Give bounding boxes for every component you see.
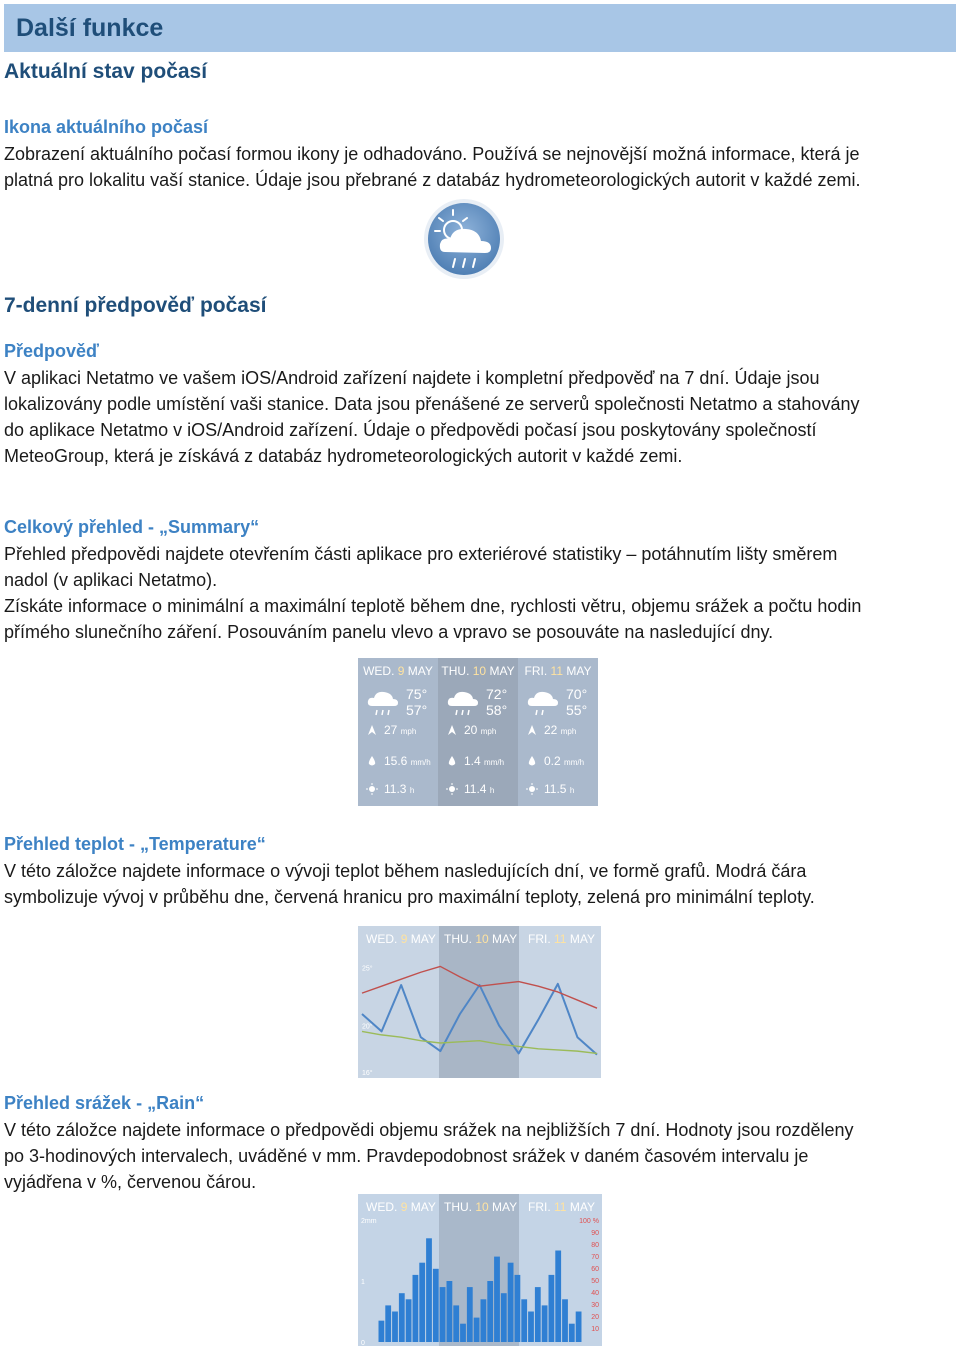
rain-bar bbox=[521, 1299, 527, 1342]
day-temperatures: 72° 58° bbox=[486, 686, 508, 718]
rain-bar bbox=[460, 1324, 466, 1342]
percent-tick-label: 80 bbox=[591, 1242, 599, 1249]
subheading-temperature: Přehled teplot - „Temperature“ bbox=[4, 834, 266, 854]
sun-icon bbox=[366, 783, 378, 795]
day-label: FRI. 11 MAY bbox=[524, 664, 592, 678]
percent-tick-label: 10 bbox=[591, 1326, 599, 1333]
rain-bar bbox=[385, 1305, 391, 1342]
text-line: symbolizuje vývoj v průběhu dne, červená hranicu pro maximální teploty, zelená pro minimální teploty. bbox=[4, 887, 815, 907]
rain-bar bbox=[474, 1318, 480, 1342]
rain-bar bbox=[576, 1312, 582, 1343]
percent-tick-label: 30 bbox=[591, 1302, 599, 1309]
day-label: THU. 10 MAY bbox=[441, 664, 515, 678]
rain-amount: 15.6 mm/h bbox=[384, 754, 431, 768]
sunshine-hours: 11.5 h bbox=[544, 782, 575, 796]
sunshine-hours: 11.3 h bbox=[384, 782, 415, 796]
rain-chart-screenshot bbox=[358, 1194, 602, 1346]
percent-tick-label: 40 bbox=[591, 1290, 599, 1297]
rain-bar bbox=[413, 1275, 419, 1342]
wind-icon bbox=[526, 724, 538, 736]
paragraph-summary bbox=[4, 541, 954, 645]
rain-bar bbox=[426, 1238, 432, 1342]
subheading-forecast: Předpověď bbox=[4, 341, 99, 361]
rain-bar bbox=[447, 1281, 453, 1342]
text-line: V této záložce najdete informace o předpovědi objemu srážek na nejbližších 7 dní. Hodnoty jsou rozděleny bbox=[4, 1120, 854, 1140]
rain-amount: 1.4 mm/h bbox=[464, 754, 505, 768]
text-line: MeteoGroup, která je získává z databáz hydrometeorologických autorit v každé zemi. bbox=[4, 446, 683, 466]
text-line: vyjádřena v %, červenou čárou. bbox=[4, 1172, 257, 1192]
text-line: Získáte informace o minimální a maximální teplotě během dne, rychlosti větru, objemu srážek a počtu hodin bbox=[4, 596, 862, 616]
section-heading-forecast: 7-denní předpověď počasí bbox=[4, 294, 267, 317]
text-line: V této záložce najdete informace o vývoji teplot během nasledujících dní, ve formě grafů. Modrá čára bbox=[4, 861, 807, 881]
text-line: přímého slunečního záření. Posouváním panelu vlevo a vpravo se posouváte na nasledující dny. bbox=[4, 622, 774, 642]
wind-icon bbox=[446, 724, 458, 736]
y-tick-label: 0 bbox=[361, 1340, 365, 1346]
rain-bar bbox=[419, 1263, 425, 1342]
wind-speed: 27 mph bbox=[384, 723, 417, 737]
rain-bar bbox=[562, 1299, 568, 1342]
temperature-chart-screenshot bbox=[358, 926, 601, 1078]
rain-bar bbox=[549, 1275, 555, 1342]
rain-drop-icon bbox=[366, 755, 378, 767]
sun-icon bbox=[446, 783, 458, 795]
paragraph-current bbox=[4, 141, 954, 193]
subheading-summary: Celkový přehled - „Summary“ bbox=[4, 517, 260, 537]
rain-cloud-icon bbox=[524, 686, 560, 722]
day-temperatures: 75° 57° bbox=[406, 686, 428, 718]
day-temperatures: 70° 55° bbox=[566, 686, 588, 718]
summary-day-column bbox=[438, 658, 518, 806]
percent-tick-label: 60 bbox=[591, 1266, 599, 1273]
rain-bar bbox=[481, 1299, 487, 1342]
text-line: platná pro lokalitu vaší stanice. Údaje jsou přebrané z databáz hydrometeorologických autorit v každé zemi. bbox=[4, 170, 861, 190]
page-title: Další funkce bbox=[16, 14, 164, 42]
percent-tick-label: 70 bbox=[591, 1254, 599, 1261]
rain-bar bbox=[433, 1269, 439, 1342]
y-tick-label: 1 bbox=[361, 1279, 365, 1286]
wind-speed: 20 mph bbox=[464, 723, 497, 737]
day-label: FRI. 11 MAY bbox=[528, 1200, 595, 1214]
rain-bar bbox=[494, 1257, 500, 1342]
text-line: po 3-hodinových intervalech, uváděné v mm. Pravdepodobnost srážek v daném časovém intervalu je bbox=[4, 1146, 809, 1166]
day-label: WED. 9 MAY bbox=[363, 664, 433, 678]
percent-tick-label: 100 % bbox=[579, 1218, 599, 1225]
percent-tick-label: 50 bbox=[591, 1278, 599, 1285]
paragraph-rain bbox=[4, 1117, 954, 1195]
day-label: FRI. 11 MAY bbox=[528, 932, 595, 946]
rain-bar bbox=[487, 1281, 493, 1342]
text-line: lokalizovány podle umístění vaši stanice. Data jsou přenášené ze serverů společnosti Netatmo a stahovány bbox=[4, 394, 860, 414]
y-tick-label: 20° bbox=[362, 1023, 373, 1031]
temperature-chart bbox=[358, 926, 601, 1078]
rain-bar bbox=[379, 1321, 385, 1342]
day-label: WED. 9 MAY bbox=[366, 1200, 436, 1214]
summary-day-column bbox=[518, 658, 598, 806]
rain-cloud-icon bbox=[364, 686, 400, 722]
rain-chart bbox=[358, 1194, 602, 1346]
rain-bar bbox=[515, 1275, 521, 1342]
page-header bbox=[4, 4, 956, 52]
paragraph-temperature bbox=[4, 858, 954, 910]
rain-bar bbox=[440, 1287, 446, 1342]
rain-bar bbox=[508, 1263, 514, 1342]
selected-day-band bbox=[439, 926, 519, 1078]
section-heading-current: Aktuální stav počasí bbox=[4, 60, 208, 83]
rain-drop-icon bbox=[446, 755, 458, 767]
summary-panel-screenshot bbox=[358, 658, 598, 806]
rain-bar bbox=[569, 1324, 575, 1342]
sunshine-hours: 11.4 h bbox=[464, 782, 495, 796]
y-tick-label: 16° bbox=[362, 1070, 373, 1077]
wind-speed: 22 mph bbox=[544, 723, 577, 737]
rain-cloud-icon bbox=[444, 686, 480, 722]
rain-bar bbox=[542, 1305, 548, 1342]
percent-tick-label: 20 bbox=[591, 1314, 599, 1321]
text-line: do aplikace Netatmo v iOS/Android zařízení. Údaje o předpovědi počasí jsou poskytovány společností bbox=[4, 420, 817, 440]
sun-icon bbox=[526, 783, 538, 795]
rain-amount: 0.2 mm/h bbox=[544, 754, 585, 768]
subheading-current-icon: Ikona aktuálního počasí bbox=[4, 117, 209, 137]
rain-bar bbox=[555, 1251, 561, 1343]
rain-bar bbox=[501, 1293, 507, 1342]
text-line: Přehled předpovědi najdete otevřením části aplikace pro exteriérové statistiky – potáhnutím lišty směrem bbox=[4, 544, 838, 564]
rain-bar bbox=[528, 1312, 534, 1343]
text-line: nadol (v aplikaci Netatmo). bbox=[4, 570, 218, 590]
day-label: THU. 10 MAY bbox=[444, 932, 518, 946]
subheading-rain: Přehled srážek - „Rain“ bbox=[4, 1093, 205, 1113]
day-label: THU. 10 MAY bbox=[444, 1200, 518, 1214]
rain-bar bbox=[399, 1293, 405, 1342]
paragraph-forecast bbox=[4, 365, 954, 469]
summary-day-column bbox=[358, 658, 438, 806]
rain-bar bbox=[453, 1305, 459, 1342]
day-label: WED. 9 MAY bbox=[366, 932, 436, 946]
rain-bar bbox=[392, 1312, 398, 1343]
rain-bar bbox=[467, 1287, 473, 1342]
percent-tick-label: 90 bbox=[591, 1230, 599, 1237]
rain-drop-icon bbox=[526, 755, 538, 767]
text-line: V aplikaci Netatmo ve vašem iOS/Android zařízení najdete i kompletní předpověď na 7 dní. Údaje jsou bbox=[4, 368, 820, 388]
text-line: Zobrazení aktuálního počasí formou ikony je odhadováno. Používá se nejnovější možná informace, která je bbox=[4, 144, 860, 164]
wind-icon bbox=[366, 724, 378, 736]
rain-bar bbox=[535, 1287, 541, 1342]
y-tick-label: 2mm bbox=[361, 1218, 377, 1225]
rain-bar bbox=[406, 1299, 412, 1342]
y-tick-label: 25° bbox=[362, 965, 373, 973]
weather-cloud-sun-rain-icon bbox=[423, 198, 505, 280]
